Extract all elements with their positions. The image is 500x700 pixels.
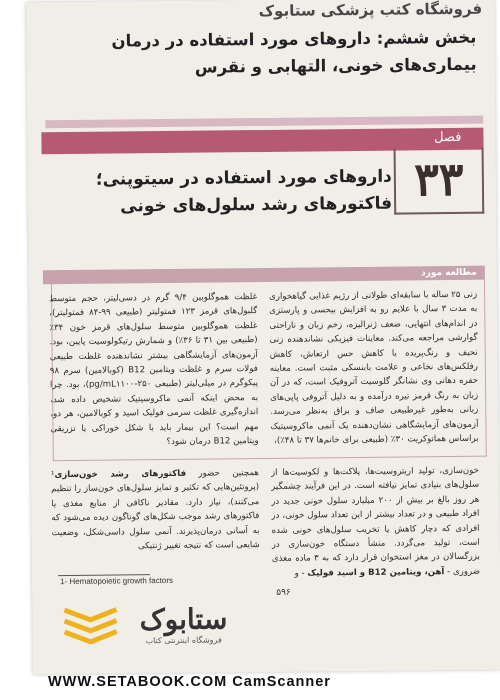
chapter-label: فصل: [434, 129, 462, 146]
chapter-title-line-1: داروهای مورد استفاده در سیتوپنی؛: [95, 166, 392, 190]
footnote: 1- Hematopoietic growth factors: [60, 575, 174, 587]
watermark-top: فروشگاه کتب پزشکی ستابوک: [258, 0, 483, 21]
body-right-column: [271, 464, 480, 586]
body-right-bold: آهن، ویتامین B12 و اسید فولیک: [307, 566, 445, 579]
decorative-band: [45, 116, 483, 129]
chapter-title-line-2: فاکتورهای رشد سلول‌های خونی: [120, 193, 393, 217]
case-study-right-column: زنی ۲۵ ساله با سابقه‌ای طولانی از رژیم غذایی گیاهخواری به مدت ۳ سال با علایم رو به افزایش بیحسی و پارستزی در اندام‌های انتهایی، ضعف ژنرالیزه، زخم زبان و ناراحتی گوارشی مراجعه می‌کند. معاینات فیزیکی نشاندهنده زنی نحیف و رنگ‌پریده با کاهش حس ارتعاش، کاهش رفلکس‌های نخاعی و علامت بابنسکی مثبت است. معاینه حفره دهانی وی نشانگر گلوسیت آتروفیک است، که در آن زبان به رنگ قرمز تیره درآمده و به دلیل آتروفی پاپی‌های زبانی به‌طور غیرطبیعی صاف و براق به‌نظر می‌رسد. آزمون‌های آزمایشگاهی نشان‌دهنده یک آنمی ماکروسیتیک براساس هماتوکریت ۳۰٪ (طبیعی برای خانم‌ها ۳۷ تا ۴۸٪)،: [269, 289, 479, 446]
body-right-tail: - و: [294, 568, 305, 579]
chapter-title: [62, 164, 393, 221]
scanned-page: [26, 0, 500, 674]
body-left-tail: ¹ (پروتئین‌هایی که تکثیر و تمایز سلول‌های خون‌ساز را تنظیم می‌کنند)، نیاز دارد. مقادیر ناکافی از منابع مغذی یا فاکتورهای رشد موجب شکل‌های گوناگون دیده می‌شود که به آسانی درمان‌پذیرند. آنمی سلول داسی‌شکل، وضعیت شایعی است که نتیجه تغییر ژنتیکی: [50, 470, 260, 552]
store-tagline: فروشگاه اینترنتی کتاب: [145, 635, 222, 646]
footer-scanner: CamScanner: [232, 674, 331, 690]
book-logo-icon: [60, 603, 120, 646]
body-right-lead: خون‌سازی، تولید اریتروسیت‌ها، پلاکت‌ها و لکوسیت‌ها از سلول‌های بنیادی تمایز نیافته است. در این فرآیند چشمگیر هر روز بالغ بر بیش از ۲۰۰ میلیارد سلول خونی جدید در افراد طبیعی و در تعداد بیشتر از این تعداد سلول خونی، در افرادی که دچار کاهش یا تخریب سلول‌های خونی شده است، تولید می‌گردد. منشأ دستگاه خون‌سازی در بزرگسالان در مغز استخوان قرار دارد که به ۳ ماده مغذی ضروری -: [270, 465, 481, 577]
part-title: بخش ششم: داروهای مورد استفاده در درمان بیماری‌های خونی، التهابی و نقرس: [111, 27, 477, 77]
store-name: ستابوک: [139, 603, 228, 636]
footer-watermark: [48, 674, 331, 690]
store-branding: [128, 604, 238, 647]
case-study-left-column: غلظت هموگلوبین ۹/۴ گرم در دسی‌لیتر، حجم متوسط گلبول‌های قرمز ۱۲۳ فمتولیتر (طبیعی ۹۹-۸۴ فمتولیتر)، غلظت هموگلوبین متوسط سلول‌های قرمز خون ۳۴٪ (طبیعی بین ۳۱ تا ۳۶٪) و شمارش رتیکولوسیت پایین، بود. آزمون‌های آزمایشگاهی بیشتر نشاندهنده غلظت طبیعی فولات سرم و غلظت ویتامین B12 (کوبالامین) سرم ۹۸ پیکوگرم در میلی‌لیتر (طبیعی pg/mL۱۱۰۰-۲۵۰)، بود. چرا به محض اینکه آنمی ماکروسیتیک تشخیص داده شد، اندازه‌گیری غلظت سرمی فولیک اسید و کوبالامین، هر دو، مهم است؟ این بیمار باید با شکل خوراکی یا تزریقی ویتامین B12 درمان شود؟: [49, 292, 259, 448]
chapter-number: ۳۳: [394, 148, 485, 215]
body-left-column: [51, 466, 260, 570]
body-left-lead: همچنین حضور: [198, 468, 260, 479]
page-number: ۵۹۶: [276, 587, 291, 598]
case-study-label: مطالعه مورد: [421, 267, 477, 279]
body-left-bold: فاکتورهای رشد خون‌سازی: [54, 468, 187, 481]
footer-url: WWW.SETABOOK.COM: [48, 674, 228, 690]
